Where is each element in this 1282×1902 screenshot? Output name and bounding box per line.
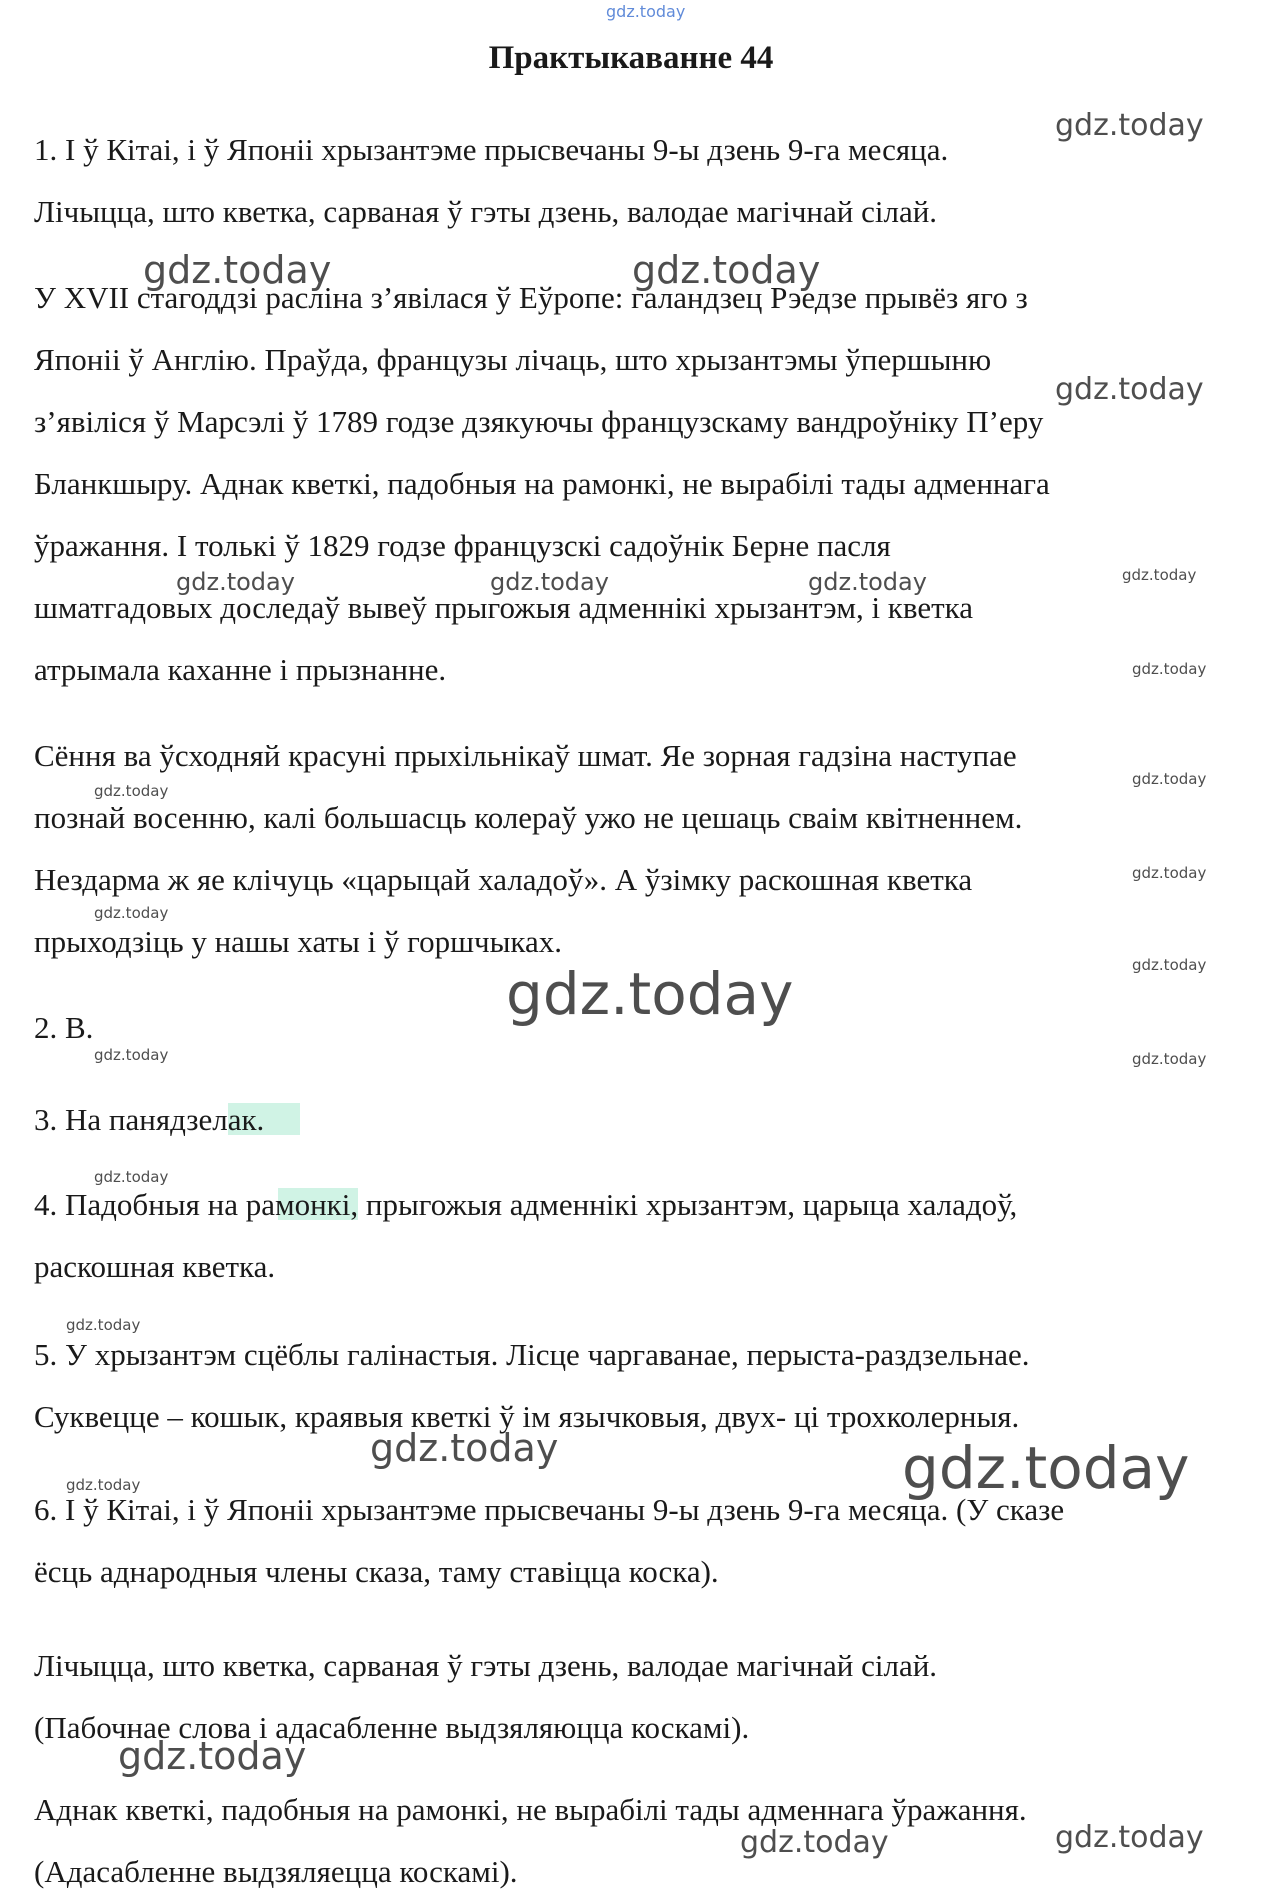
text-line: атрымала каханне і прызнанне. [34, 652, 447, 687]
watermark: gdz.today [1132, 1050, 1207, 1068]
text-line: прыходзіць у нашы хаты і ў горшчыках. [34, 924, 562, 959]
watermark: gdz.today [1132, 956, 1207, 974]
watermark: gdz.today [1132, 660, 1207, 678]
text-line: раскошная кветка. [34, 1249, 276, 1284]
watermark: gdz.today [1055, 1820, 1204, 1855]
watermark: gdz.today [94, 1046, 169, 1064]
watermark: gdz.today [66, 1476, 141, 1494]
text-line: Нездарма ж яе клічуць «царыцай халадоў». А ўзімку раскошная кветка [34, 862, 973, 897]
watermark: gdz.today [176, 568, 295, 596]
watermark: gdz.today [1055, 108, 1204, 143]
watermark: gdz.today [1055, 372, 1204, 407]
watermark: gdz.today [94, 904, 169, 922]
text-line: Аднак кветкі, падобныя на рамонкі, не вырабілі тады адменнага ўражання. [34, 1792, 1027, 1827]
text-line: 6. І ў Кітаі, і ў Японіі хрызантэме прысвечаны 9-ы дзень 9-га месяца. (У сказе [34, 1492, 1065, 1527]
text-line: 4. Падобныя на рамонкі, прыгожыя адменнікі хрызантэм, царыца халадоў, [34, 1187, 1018, 1222]
watermark: gdz.today [94, 782, 169, 800]
watermark: gdz.today [118, 1734, 307, 1778]
text-line: Лічыцца, што кветка, сарваная ў гэты дзень, валодае магічнай сілай. [34, 1648, 938, 1683]
watermark: gdz.today [66, 1316, 141, 1334]
watermark-top: gdz.today [606, 2, 686, 21]
text-line: 1. І ў Кітаі, і ў Японіі хрызантэме прысвечаны 9-ы дзень 9-га месяца. [34, 132, 949, 167]
text-line: ўражання. І толькі ў 1829 годзе французскі садоўнік Берне пасля [34, 528, 891, 563]
text-line: 3. На панядзелак. [34, 1102, 265, 1137]
watermark: gdz.today [370, 1426, 559, 1470]
watermark: gdz.today [490, 568, 609, 596]
text-line: (Пабочнае слова і адасабленне выдзяляюцца коскамі). [34, 1710, 750, 1745]
text-line: 2. В. [34, 1010, 94, 1045]
watermark: gdz.today [1132, 770, 1207, 788]
watermark: gdz.today [808, 568, 927, 596]
text-line: 5. У хрызантэм сцёблы галінастыя. Лісце чаргаванае, перыста-раздзельнае. [34, 1337, 1030, 1372]
page-title: Практыкаванне 44 [488, 40, 774, 76]
text-line: познай восенню, калі большасць колераў ужо не цешаць сваім квітненнем. [34, 800, 1023, 835]
text-line: ёсць аднародныя члены сказа, таму ставіцца коска). [34, 1554, 719, 1589]
text-line: Суквецце – кошык, краявыя кветкі ў ім язычковыя, двух- ці трохколерныя. [34, 1399, 1020, 1434]
text-line: шматгадовых доследаў вывеў прыгожыя адменнікі хрызантэм, і кветка [34, 590, 973, 625]
text-line: з’явіліся ў Марсэлі ў 1789 годзе дзякуючы французскаму вандроўніку П’еру [34, 404, 1044, 439]
text-line: Сёння ва ўсходняй красуні прыхільнікаў шмат. Яе зорная гадзіна наступае [34, 738, 1017, 773]
watermark: gdz.today [632, 248, 821, 292]
watermark: gdz.today [902, 1434, 1190, 1502]
watermark: gdz.today [1132, 864, 1207, 882]
watermark: gdz.today [143, 248, 332, 292]
text-line: (Адасабленне выдзяляецца коскамі). [34, 1854, 518, 1889]
text-line: Японіі ў Англію. Праўда, французы лічаць, што хрызантэмы ўпершыню [34, 342, 992, 377]
watermark: gdz.today [506, 960, 794, 1028]
text-line: Бланкшыру. Аднак кветкі, падобныя на рамонкі, не вырабілі тады адменнага [34, 466, 1050, 501]
watermark: gdz.today [740, 1825, 889, 1860]
watermark: gdz.today [94, 1168, 169, 1186]
watermark: gdz.today [1122, 566, 1197, 584]
text-line: Лічыцца, што кветка, сарваная ў гэты дзень, валодае магічнай сілай. [34, 194, 938, 229]
text-line: У XVII стагоддзі расліна з’явілася ў Еўропе: галандзец Рэедзе прывёз яго з [34, 280, 1028, 315]
